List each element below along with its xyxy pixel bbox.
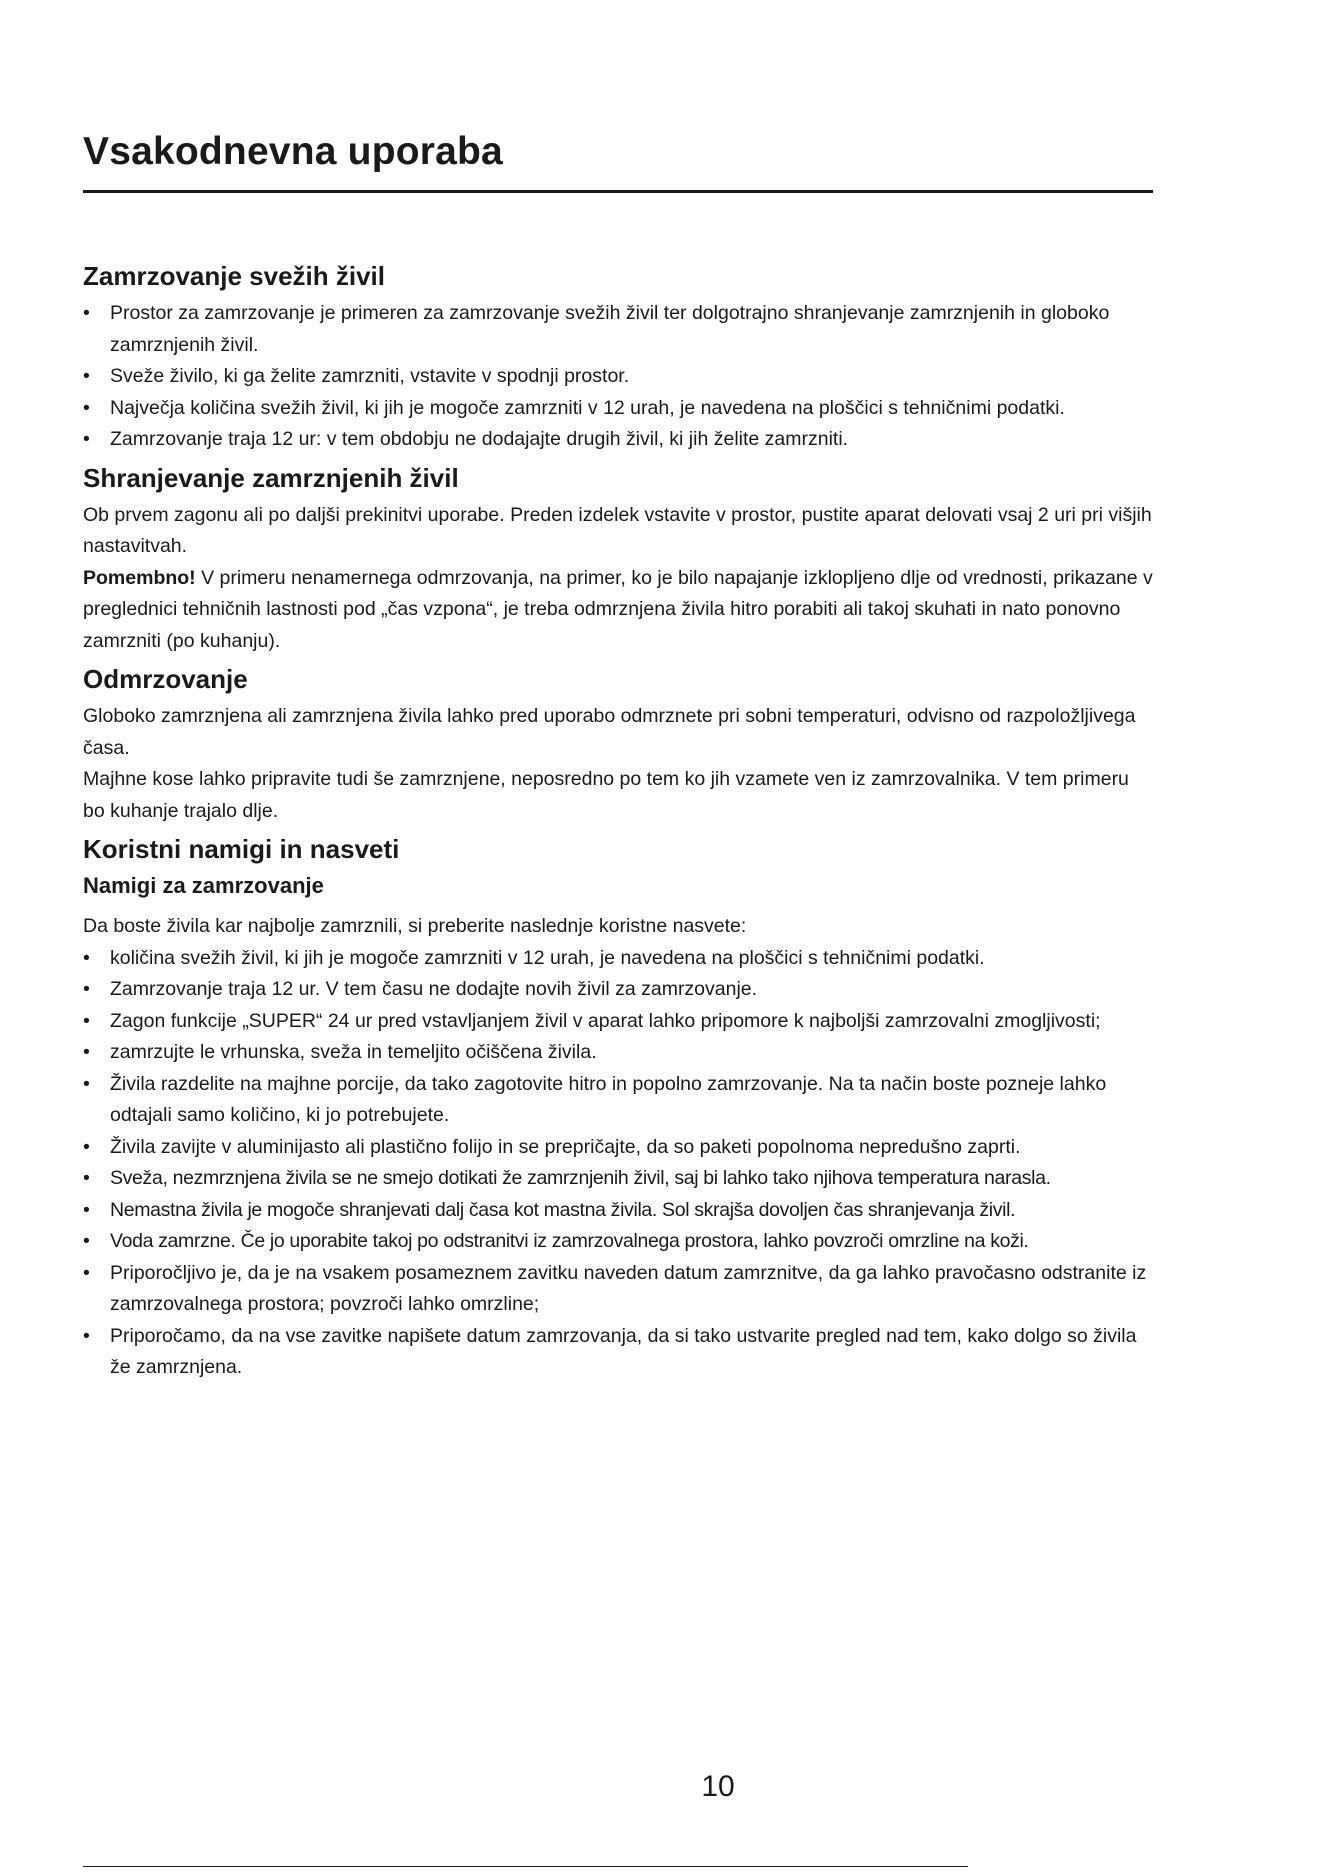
section-freezing: [83, 260, 1153, 456]
bullet-icon: •: [83, 1135, 90, 1158]
important-paragraph: [83, 563, 1153, 658]
bullet-icon: •: [83, 1324, 90, 1347]
section-heading-tips: Koristni namigi in nasveti: [83, 834, 400, 864]
bullet-icon: •: [83, 396, 90, 419]
page-content: [83, 260, 1153, 1390]
list-item-text: zamrzujte le vrhunska, sveža in temeljito očiščena živila.: [110, 1041, 597, 1063]
subheading-freezing-tips: Namigi za zamrzovanje: [83, 873, 324, 898]
list-item: [83, 1195, 1153, 1227]
list-item-text: Voda zamrzne. Če jo uporabite takoj po odstranitvi iz zamrzovalnega prostora, lahko povzroči omrzline na koži.: [110, 1230, 1029, 1252]
list-item-text: Sveže živilo, ki ga želite zamrzniti, vstavite v spodnji prostor.: [110, 365, 630, 387]
list-item: [83, 298, 1153, 361]
section-heading-storage: Shranjevanje zamrznjenih živil: [83, 462, 459, 493]
freezing-list: [83, 298, 1153, 456]
list-item-text: Nemastna živila je mogoče shranjevati dalj časa kot mastna živila. Sol skrajša dovoljen čas shranjevanja živil.: [110, 1198, 1016, 1221]
bullet-icon: •: [83, 1230, 90, 1252]
section-storage: [83, 462, 1153, 658]
list-item-text: Zamrzovanje traja 12 ur. V tem času ne dodajte novih živil za zamrzovanje.: [110, 978, 758, 1000]
list-item: [83, 393, 1153, 425]
tips-list: [83, 943, 1153, 1384]
list-item: [83, 424, 1153, 456]
list-item: [83, 974, 1153, 1006]
list-item: [83, 1321, 1153, 1384]
section-heading-thawing: Odmrzovanje: [83, 664, 248, 694]
important-label: Pomembno!: [83, 566, 196, 589]
list-item: [83, 1163, 1153, 1195]
list-item: [83, 1258, 1153, 1321]
list-item: [83, 1037, 1153, 1069]
list-item-text: Zagon funkcije „SUPER“ 24 ur pred vstavljanjem živil v aparat lahko pripomore k najboljši zamrzovalni zmogljivosti;: [110, 1009, 1101, 1032]
bullet-icon: •: [83, 978, 90, 1000]
bullet-icon: •: [83, 365, 90, 387]
list-item-text: Priporočamo, da na vse zavitke napišete datum zamrzovanja, da si tako ustvarite pregled nad tem, kako dolgo so živila že zamrznjena.: [110, 1324, 1137, 1378]
bullet-icon: •: [83, 1261, 90, 1284]
section-thawing: [83, 663, 1153, 827]
page-title: Vsakodnevna uporaba: [83, 130, 503, 173]
bullet-icon: •: [83, 946, 90, 969]
bullet-icon: •: [83, 1072, 90, 1095]
footer-divider: [83, 1866, 968, 1867]
title-divider: [83, 190, 1153, 193]
important-text: V primeru nenamernega odmrzovanja, na primer, ko je bilo napajanje izklopljeno dlje od vrednosti, prikazane v preglednici tehničnih lastnosti pod „čas vzpona“, je treba odmrznjena živila hitro porabiti ali takoj skuhati in nato ponovno zamrzniti (po kuhanju).: [83, 566, 1153, 652]
list-item-text: Sveža, nezmrznjena živila se ne smejo dotikati že zamrznjenih živil, saj bi lahko tako njihova temperatura narasla.: [110, 1167, 1051, 1189]
list-item-text: Prostor za zamrzovanje je primeren za zamrzovanje svežih živil ter dolgotrajno shranjevanje zamrznjenih in globoko zamrznjenih živil.: [110, 302, 1110, 356]
page-number: 10: [701, 1770, 735, 1803]
bullet-icon: •: [83, 428, 90, 450]
list-item: [83, 943, 1153, 975]
section-tips: [83, 833, 1153, 1384]
list-item-text: Živila zavijte v aluminijasto ali plastično folijo in se prepričajte, da so paketi popolnoma nepredušno zaprti.: [110, 1135, 1021, 1158]
list-item: [83, 1132, 1153, 1164]
storage-paragraph: Ob prvem zagonu ali po daljši prekinitvi uporabe. Preden izdelek vstavite v prostor, pustite aparat delovati vsaj 2 uri pri višjih nastavitvah.: [83, 503, 1152, 557]
list-item: [83, 1006, 1153, 1038]
thawing-paragraph-2: Majhne kose lahko pripravite tudi še zamrznjene, neposredno po tem ko jih vzamete ven iz zamrzovalnika. V tem primeru bo kuhanje trajalo dlje.: [83, 768, 1129, 822]
bullet-icon: •: [83, 1009, 90, 1032]
thawing-paragraph-1: Globoko zamrznjena ali zamrznjena živila lahko pred uporabo odmrznete pri sobni temperaturi, odvisno od razpoložljivega časa.: [83, 705, 1136, 759]
bullet-icon: •: [83, 302, 90, 324]
list-item-text: Živila razdelite na majhne porcije, da tako zagotovite hitro in popolno zamrzovanje. Na ta način boste pozneje lahko odtajali samo količino, ki jo potrebujete.: [110, 1072, 1107, 1126]
list-item-text: Največja količina svežih živil, ki jih je mogoče zamrzniti v 12 urah, je navedena na ploščici s tehničnimi podatki.: [110, 396, 1065, 419]
bullet-icon: •: [83, 1198, 90, 1221]
tips-intro: Da boste živila kar najbolje zamrznili, si preberite naslednje koristne nasvete:: [83, 915, 747, 937]
bullet-icon: •: [83, 1041, 90, 1063]
list-item: [83, 361, 1153, 393]
section-heading-freezing: Zamrzovanje svežih živil: [83, 261, 386, 291]
list-item: [83, 1069, 1153, 1132]
bullet-icon: •: [83, 1167, 90, 1189]
list-item-text: Zamrzovanje traja 12 ur: v tem obdobju ne dodajajte drugih živil, ki jih želite zamrzniti.: [110, 428, 849, 450]
list-item-text: Priporočljivo je, da je na vsakem posameznem zavitku naveden datum zamrznitve, da ga lahko pravočasno odstranite iz zamrzovalnega prostora; povzroči lahko omrzline;: [110, 1261, 1147, 1315]
list-item: [83, 1226, 1153, 1258]
list-item-text: količina svežih živil, ki jih je mogoče zamrzniti v 12 urah, je navedena na ploščici s tehničnimi podatki.: [110, 946, 985, 969]
